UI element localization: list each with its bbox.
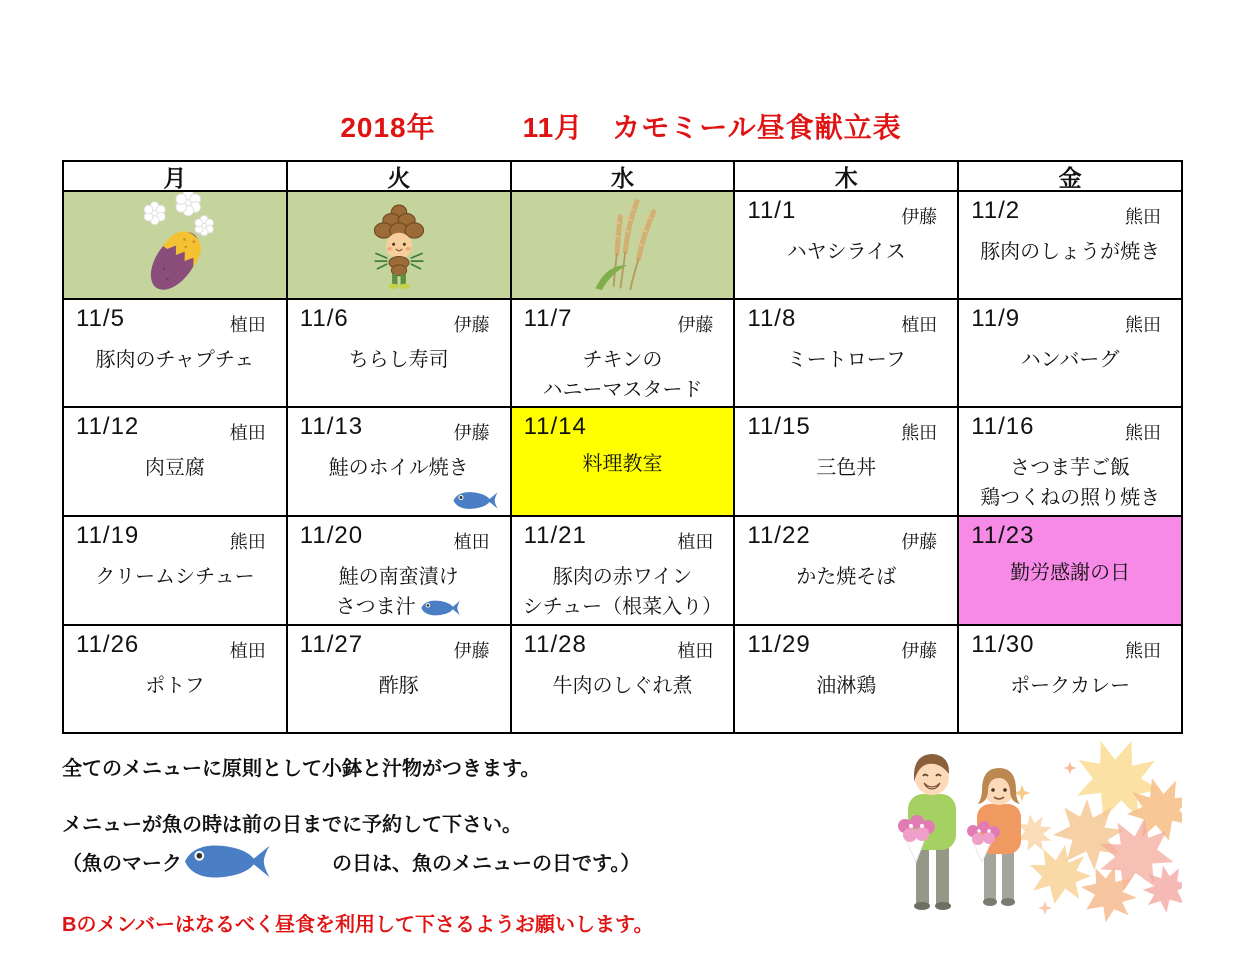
- menu-item: 鶏つくねの照り焼き: [980, 487, 1161, 509]
- cell-date: 11/16: [971, 413, 1035, 440]
- cell-date: 11/13: [299, 413, 364, 440]
- cell-date: 11/2: [971, 197, 1021, 224]
- note-b-members: Bのメンバーはなるべく昼食を利用して下さるようお願いします。: [62, 914, 654, 936]
- calendar-cell-11/29: [735, 626, 957, 732]
- cell-menu: [288, 562, 510, 622]
- cell-date: 11/7: [523, 305, 573, 332]
- calendar-cell-11/23: [959, 517, 1181, 624]
- calendar-cell-11/2: [959, 192, 1181, 298]
- calendar-cell-11/7: [512, 300, 734, 406]
- cell-date: 11/15: [747, 413, 811, 440]
- cell-menu: [735, 237, 957, 267]
- cell-date: 11/23: [971, 522, 1035, 549]
- cell-teacher-name: 植田: [229, 315, 266, 335]
- cell-date: 11/27: [299, 631, 364, 658]
- menu-item: 牛肉のしぐれ煮: [552, 675, 693, 697]
- menu-item: 勤労感謝の日: [1010, 562, 1131, 584]
- weekday-header: 月: [64, 162, 286, 190]
- cell-teacher-name: 植田: [229, 641, 266, 661]
- cell-menu: [512, 562, 734, 622]
- menu-item: ハニーマスタード: [542, 379, 703, 401]
- couple-illustration: [898, 754, 1021, 910]
- cell-date: 11/21: [523, 522, 587, 549]
- cell-teacher-name: 植田: [677, 641, 714, 661]
- calendar-cell-baked-sweet-potato: [64, 192, 286, 298]
- menu-item: チキンの: [582, 349, 663, 371]
- calendar-cell-11/16: [959, 408, 1181, 515]
- weekday-header: 水: [512, 162, 734, 190]
- cell-teacher-name: 伊藤: [453, 423, 490, 443]
- menu-item: 料理教室: [582, 453, 663, 475]
- calendar-cell-11/14: [512, 408, 734, 515]
- cell-menu: [512, 449, 734, 479]
- cell-date: 11/20: [299, 522, 364, 549]
- cell-teacher-name: 伊藤: [901, 532, 938, 552]
- cell-menu: [512, 345, 734, 405]
- cell-menu: [288, 671, 510, 701]
- weekday-header: 火: [288, 162, 510, 190]
- cell-teacher-name: 伊藤: [453, 315, 490, 335]
- cell-menu: [959, 453, 1181, 513]
- menu-item: 酢豚: [378, 675, 419, 697]
- page-title: 2018年 11月 カモミール昼食献立表: [340, 112, 902, 143]
- cell-teacher-name: 植田: [453, 532, 490, 552]
- cell-teacher-name: 熊田: [229, 532, 266, 552]
- note-fish-mark-legend: [62, 840, 653, 883]
- fish-icon: [452, 489, 500, 512]
- calendar-table: [62, 160, 1183, 734]
- cell-date: 11/30: [971, 631, 1035, 658]
- note-fish-mark-prefix: （魚のマーク: [62, 853, 182, 875]
- calendar-cell-11/26: [64, 626, 286, 732]
- cell-date: 11/19: [76, 522, 140, 549]
- calendar-cell-pampas-grass: [512, 192, 734, 298]
- calendar-cell-11/13: [288, 408, 510, 515]
- calendar-cell-11/1: [735, 192, 957, 298]
- calendar-cell-11/12: [64, 408, 286, 515]
- cell-menu: [64, 453, 286, 483]
- calendar-cell-11/20: [288, 517, 510, 624]
- baked-sweet-potato-illustration: [64, 192, 286, 298]
- menu-item: ハンバーグ: [1020, 349, 1120, 371]
- cell-teacher-name: 植田: [901, 315, 938, 335]
- cell-menu: [735, 562, 957, 592]
- cell-menu: [959, 237, 1181, 267]
- calendar-cell-11/5: [64, 300, 286, 406]
- calendar-cell-11/30: [959, 626, 1181, 732]
- weekday-header: 金: [959, 162, 1181, 190]
- cell-date: 11/6: [299, 305, 349, 332]
- menu-item: 鮭の南蛮漬け: [338, 566, 459, 588]
- cell-date: 11/28: [523, 631, 587, 658]
- cell-menu: [512, 671, 734, 701]
- menu-item: ちらし寿司: [348, 349, 449, 371]
- menu-item: さつま汁: [288, 592, 510, 622]
- pampas-grass-illustration: [512, 192, 734, 298]
- cell-menu: [735, 671, 957, 701]
- cell-date: 11/29: [747, 631, 811, 658]
- menu-item: 鮭のホイル焼き: [328, 457, 469, 479]
- cell-date: 11/1: [747, 197, 797, 224]
- menu-item: ポトフ: [145, 675, 205, 697]
- cell-menu: [735, 453, 957, 483]
- cell-menu: [64, 345, 286, 375]
- menu-item: 肉豆腐: [144, 457, 205, 479]
- menu-item: 豚肉のチャプチェ: [95, 349, 255, 371]
- cell-menu: [64, 562, 286, 592]
- couple-autumn-illustration: [860, 738, 1182, 943]
- cell-date: 11/12: [76, 413, 140, 440]
- menu-item: さつま芋ご飯: [1010, 457, 1131, 479]
- cell-menu: [288, 453, 510, 483]
- cell-menu: [288, 345, 510, 375]
- menu-item: ポークカレー: [1010, 675, 1131, 697]
- calendar-cell-11/9: [959, 300, 1181, 406]
- note-fish-mark-suffix: の日は、魚のメニューの日です。）: [332, 853, 641, 875]
- cell-date: 11/8: [747, 305, 797, 332]
- menu-item: 三色丼: [816, 457, 877, 479]
- fish-icon: [182, 840, 274, 883]
- cell-teacher-name: 伊藤: [677, 315, 714, 335]
- cell-menu: [64, 671, 286, 701]
- pampas-grass-illustration: [572, 195, 672, 295]
- couple-autumn-svg: [860, 738, 1182, 938]
- baked-sweet-potato-illustration: [105, 192, 245, 298]
- cell-teacher-name: 伊藤: [901, 207, 938, 227]
- menu-item: シチュー（根菜入り）: [522, 596, 723, 618]
- cell-teacher-name: 伊藤: [453, 641, 490, 661]
- calendar-cell-11/19: [64, 517, 286, 624]
- cell-menu: [735, 345, 957, 375]
- note-fish-reservation: メニューが魚の時は前の日までに予約して下さい。: [62, 814, 522, 836]
- autumn-leaves-illustration: [1010, 738, 1182, 933]
- weekday-header: 木: [735, 162, 957, 190]
- menu-item: 豚肉の赤ワイン: [552, 566, 693, 588]
- notes-section: [62, 752, 653, 937]
- calendar-cell-11/6: [288, 300, 510, 406]
- calendar-cell-11/28: [512, 626, 734, 732]
- cell-teacher-name: 熊田: [1125, 315, 1161, 335]
- menu-item: 豚肉のしょうが焼き: [980, 241, 1161, 263]
- fish-icon: [182, 840, 274, 883]
- pinecone-character-illustration: [288, 192, 510, 298]
- calendar-cell-pinecone-character: [288, 192, 510, 298]
- calendar-cell-11/22: [735, 517, 957, 624]
- cell-menu: [959, 345, 1181, 375]
- menu-item: 油淋鶏: [816, 675, 877, 697]
- calendar-cell-11/21: [512, 517, 734, 624]
- cell-date: 11/9: [971, 305, 1021, 332]
- cell-menu: [959, 671, 1181, 701]
- calendar-cell-11/15: [735, 408, 957, 515]
- cell-date: 11/22: [747, 522, 811, 549]
- calendar-cell-11/8: [735, 300, 957, 406]
- cell-date: 11/14: [523, 413, 587, 440]
- note-side-dishes: 全てのメニューに原則として小鉢と汁物がつきます。: [62, 758, 541, 780]
- cell-teacher-name: 熊田: [1125, 641, 1161, 661]
- calendar-cell-11/27: [288, 626, 510, 732]
- menu-item: ハヤシライス: [786, 241, 906, 263]
- menu-item: クリームシチュー: [95, 566, 255, 588]
- cell-teacher-name: 熊田: [1125, 207, 1161, 227]
- menu-item: ミートローフ: [786, 349, 906, 371]
- cell-teacher-name: 熊田: [1125, 423, 1161, 443]
- fish-icon: [420, 598, 462, 618]
- cell-teacher-name: 植田: [677, 532, 714, 552]
- cell-teacher-name: 植田: [229, 423, 266, 443]
- cell-teacher-name: 伊藤: [901, 641, 938, 661]
- menu-item: かた焼そば: [796, 566, 897, 588]
- cell-date: 11/5: [76, 305, 125, 332]
- cell-menu: [959, 558, 1181, 588]
- pinecone-character-illustration: [353, 195, 445, 295]
- cell-teacher-name: 熊田: [901, 423, 938, 443]
- cell-date: 11/26: [76, 631, 140, 658]
